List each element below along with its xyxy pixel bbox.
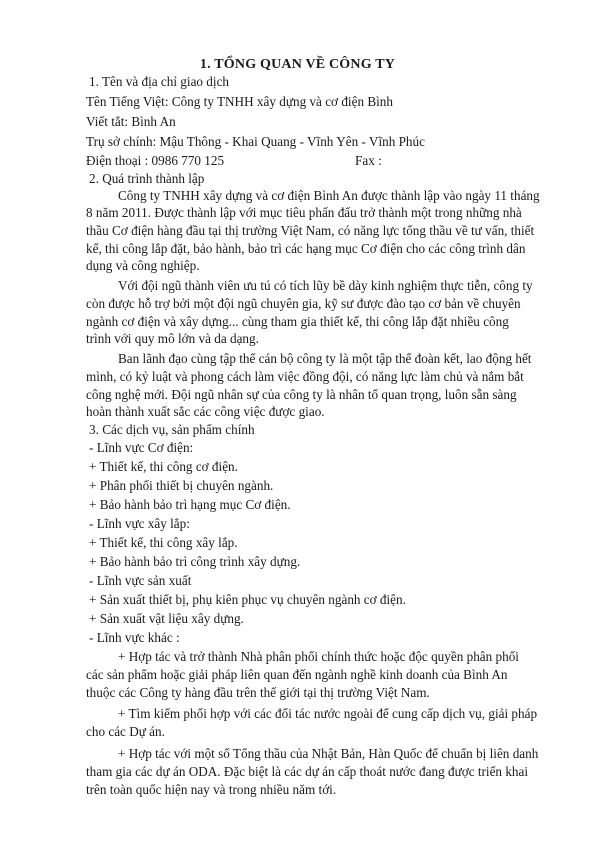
section1-heading: 1. Tên và địa chỉ giao dịch [89,74,230,89]
list-item: - Lĩnh vực Cơ điện: [89,440,194,455]
paragraph-line: tham gia các dự án ODA. Đặc biệt là các dự án cấp thoát nước đang được triển khai [86,764,529,779]
company-phone: Điện thoại : 0986 770 125 [86,153,225,168]
list-item: + Bảo hành bảo trì hạng mục Cơ điện. [89,497,291,512]
company-address: Trụ sở chính: Mậu Thông - Khai Quang - Vĩnh Yên - Vĩnh Phúc [86,134,425,149]
paragraph-line: thầu Cơ điện hàng đầu tại thị trường Việt Nam, có năng lực tổng thầu về tư vấn, thiết [86,223,535,238]
paragraph-line: mình, có kỷ luật và phong cách làm việc đồng đội, có năng lực làm chủ và nắm bắt [86,369,524,384]
section2-heading: 2. Quá trình thành lập [89,171,205,186]
paragraph-line: Ban lãnh đạo cùng tập thể cán bộ công ty là một tập thể đoàn kết, lao động hết [118,351,532,366]
list-item: - Lĩnh vực xây lắp: [89,516,190,531]
paragraph-line: cho các Dự án. [86,724,165,739]
paragraph-line: Với đội ngũ thành viên ưu tú có tích lũy bề dày kinh nghiệm thực tiễn, công ty [118,278,533,293]
paragraph-line: kế, thi công lắp đặt, bảo hành, bảo trì các hạng mục Cơ điện cho các công trình dân [86,241,526,256]
paragraph-line: + Tìm kiếm phối hợp với các đối tác nước ngoài để cung cấp dịch vụ, giải pháp [118,706,538,721]
list-item: + Thiết kế, thi công cơ điện. [89,459,238,474]
paragraph-line: các sản phẩm hoặc giải pháp liên quan đến ngành nghề kinh doanh của Bình An [86,667,508,682]
page-title: 1. TỔNG QUAN VỀ CÔNG TY [199,57,396,72]
list-item: - Lĩnh vực sản xuất [89,573,192,588]
paragraph-line: còn được hỗ trợ bởi một đội ngũ chuyên gia, kỹ sư được đào tạo cơ bản về chuyên [86,296,521,311]
list-item: + Bảo hành bảo trì công trình xây dựng. [89,554,301,569]
paragraph-line: hoàn thành xuất sắc các công việc được giao. [86,404,325,419]
section3-heading: 3. Các dịch vụ, sản phẩm chính [89,422,255,437]
company-short-name: Viết tắt: Bình An [86,114,176,129]
list-item: + Phân phối thiết bị chuyên ngành. [89,478,274,493]
paragraph-line: 8 năm 2011. Được thành lập với mục tiêu phấn đấu trở thành một trong những nhà [86,205,522,220]
paragraph-line: + Hợp tác với một số Tổng thầu của Nhật Bản, Hàn Quốc để chuẩn bị liên danh [118,746,539,761]
paragraph-line: công nghệ mới. Đội ngũ nhân sự của công ty là nhân tố quan trọng, luôn sẵn sàng [86,387,517,402]
paragraph-line: ngành cơ điện và xây dựng... cùng tham gia thiết kế, thi công lắp đặt nhiều công [86,314,509,329]
list-item: + Sản xuất vật liệu xây dựng. [89,611,244,626]
list-item: + Thiết kế, thi công xây lắp. [89,535,238,550]
paragraph-line: Công ty TNHH xây dựng và cơ điện Bình An được thành lập vào ngày 11 tháng [118,188,540,203]
company-fax: Fax : [355,153,382,168]
paragraph-line: thuộc các Công ty hàng đầu trên thế giới tại thị trường Việt Nam. [86,685,430,700]
company-vn-name: Tên Tiếng Việt: Công ty TNHH xây dựng và cơ điện Bình [86,94,393,109]
list-item: + Sản xuất thiết bị, phụ kiên phục vụ chuyên ngành cơ điện. [89,592,406,607]
list-item: - Lĩnh vực khác : [89,630,180,645]
paragraph-line: dụng và công nghiệp. [86,258,200,273]
paragraph-line: trình với quy mô lớn và da dạng. [86,331,259,346]
paragraph-line: trên toàn quốc hiện nay và trong nhiều năm tới. [86,782,337,797]
paragraph-line: + Hợp tác và trở thành Nhà phân phối chính thức hoặc độc quyền phân phối [118,649,519,664]
